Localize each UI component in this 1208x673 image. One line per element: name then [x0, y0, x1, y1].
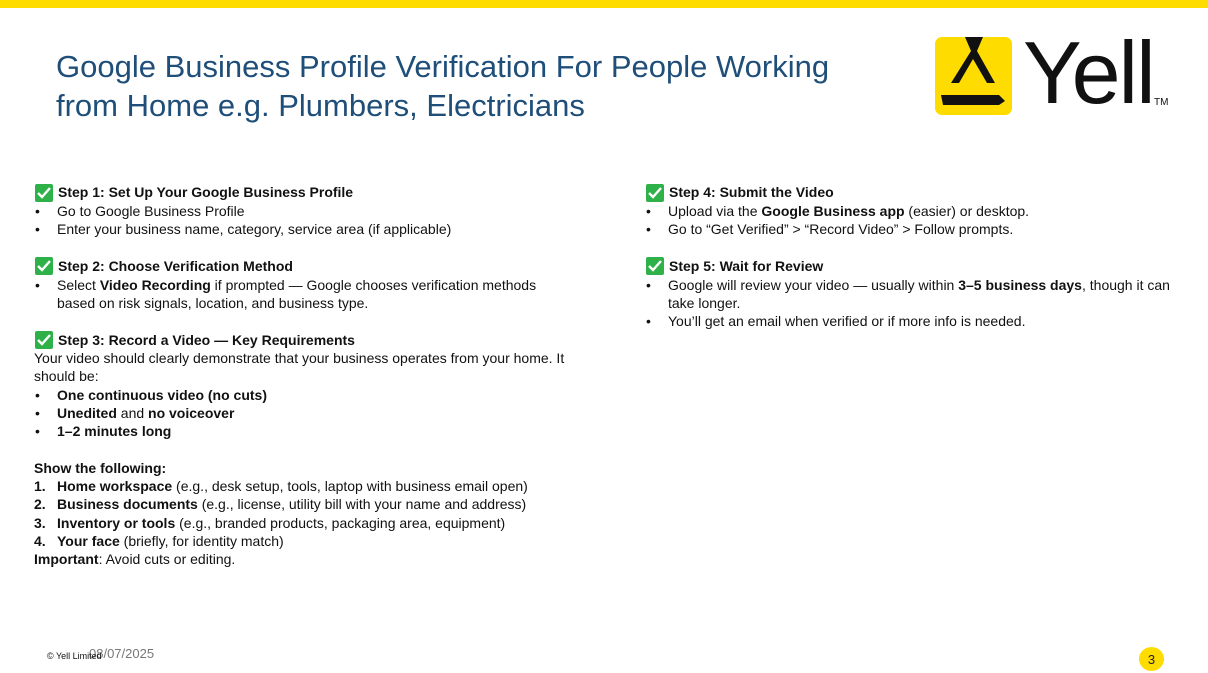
logo-wordmark: Yell — [1023, 23, 1154, 122]
left-column — [34, 183, 609, 568]
show-heading: Show the following: — [34, 459, 167, 476]
step1-list — [34, 202, 609, 239]
title-line-1: Google Business Profile Verification For People Working — [56, 49, 830, 84]
title-line-2: from Home e.g. Plumbers, Electricians — [56, 88, 585, 123]
step2-heading-text: Step 2: Choose Verification Method — [58, 257, 293, 274]
check-mark-icon — [35, 331, 53, 349]
step5-heading — [645, 257, 1200, 276]
step4-heading-text: Step 4: Submit the Video — [669, 184, 834, 201]
list-item: 3. Inventory or tools (e.g., branded products, packaging area, equipment) — [34, 514, 506, 531]
page-number-badge: 3 — [1139, 647, 1164, 671]
step5-list — [645, 276, 1200, 331]
list-item: • Google will review your video — usually within 3–5 business days, though it can take longer. — [645, 276, 1200, 313]
footer-date: 08/07/2025 — [89, 646, 155, 661]
top-accent-bar — [0, 0, 1208, 8]
important-note: Important: Avoid cuts or editing. — [34, 551, 236, 568]
step1-heading — [34, 183, 609, 202]
check-mark-icon — [35, 184, 53, 202]
show-list — [34, 477, 609, 550]
list-item: • Select Video Recording if prompted — Google chooses verification methods based on risk signals, location, and business type. — [34, 276, 609, 313]
step2-list — [34, 276, 609, 313]
list-item: • Go to Google Business Profile — [34, 202, 609, 220]
step5-heading-text: Step 5: Wait for Review — [669, 257, 824, 274]
list-item: • Unedited and no voiceover — [34, 404, 609, 422]
check-mark-icon — [646, 257, 664, 275]
logo-trademark: TM — [1154, 97, 1169, 108]
list-item: • Enter your business name, category, service area (if applicable) — [34, 220, 609, 238]
list-item: • 1–2 minutes long — [34, 422, 609, 440]
list-item: • Upload via the Google Business app (easier) or desktop. — [645, 202, 1200, 220]
page-title — [56, 47, 896, 125]
check-mark-icon — [646, 184, 664, 202]
step3-heading-text: Step 3: Record a Video — Key Requirements — [58, 331, 355, 348]
list-item: • Go to “Get Verified” > “Record Video” > Follow prompts. — [645, 220, 1200, 238]
step1-heading-text: Step 1: Set Up Your Google Business Profile — [58, 184, 354, 201]
list-item: • One continuous video (no cuts) — [34, 386, 609, 404]
check-mark-icon — [35, 257, 53, 275]
list-item: 1. Home workspace (e.g., desk setup, tools, laptop with business email open) — [34, 477, 528, 494]
step3-requirements-list — [34, 386, 609, 441]
step3-intro: Your video should clearly demonstrate that your business operates from your home. It should be: — [34, 350, 565, 385]
step4-list — [645, 202, 1200, 239]
list-item: 4. Your face (briefly, for identity match) — [34, 532, 284, 549]
list-item: • You’ll get an email when verified or if more info is needed. — [645, 312, 1200, 330]
yell-logo — [935, 23, 1175, 122]
yell-walking-fingers-icon — [935, 37, 1012, 115]
right-column — [645, 183, 1200, 330]
step2-heading — [34, 257, 609, 276]
footer-copyright: © Yell Limited — [47, 651, 102, 661]
step3-heading — [34, 330, 609, 349]
list-item: 2. Business documents (e.g., license, utility bill with your name and address) — [34, 496, 527, 513]
step4-heading — [645, 183, 1200, 202]
